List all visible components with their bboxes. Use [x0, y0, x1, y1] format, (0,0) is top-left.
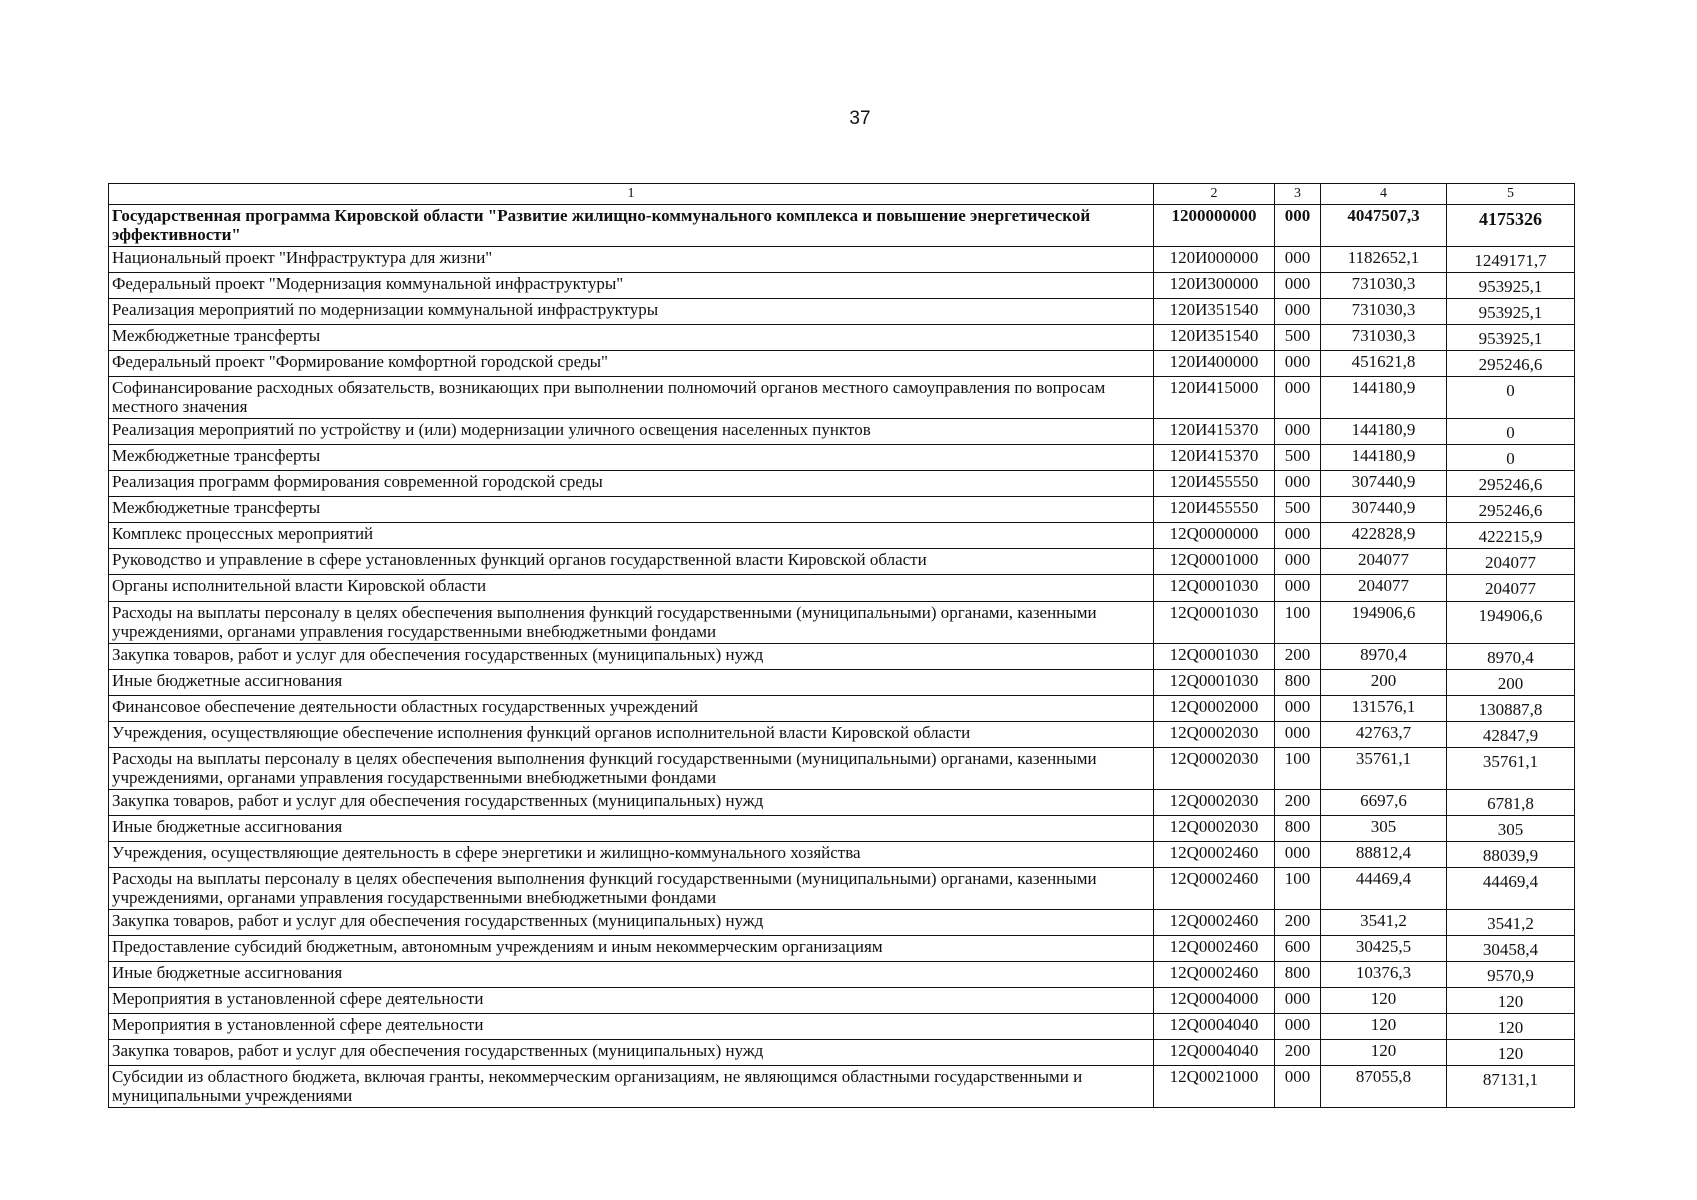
row-value-2-cell: 120: [1447, 1014, 1575, 1040]
row-name-cell: Финансовое обеспечение деятельности областных государственных учреждений: [109, 695, 1154, 721]
row-value-1-cell: 35761,1: [1321, 747, 1447, 789]
row-code-cell: 12Q0004040: [1154, 1040, 1275, 1066]
row-value-1-cell: 44469,4: [1321, 867, 1447, 909]
row-value-1-cell: 451621,8: [1321, 351, 1447, 377]
row-name-cell: Расходы на выплаты персоналу в целях обеспечения выполнения функций государственными (муниципальными) органами, казенными учреждениями, органами управления государственными внебюджетными фондами: [109, 867, 1154, 909]
table-row: [109, 988, 1575, 1014]
row-code-cell: 120И455550: [1154, 497, 1275, 523]
row-type-cell: 500: [1275, 325, 1321, 351]
header-type: 3: [1275, 184, 1321, 205]
row-type-cell: 800: [1275, 815, 1321, 841]
row-code-cell: 12Q0000000: [1154, 523, 1275, 549]
row-type-cell: 500: [1275, 445, 1321, 471]
row-value-2-cell: 204077: [1447, 549, 1575, 575]
table-row: [109, 1014, 1575, 1040]
row-value-1-cell: 87055,8: [1321, 1066, 1447, 1108]
row-type-cell: 000: [1275, 549, 1321, 575]
row-value-2-cell: 200: [1447, 669, 1575, 695]
row-value-2-cell: 953925,1: [1447, 273, 1575, 299]
row-name-cell: Закупка товаров, работ и услуг для обеспечения государственных (муниципальных) нужд: [109, 643, 1154, 669]
row-code-cell: 12Q0004000: [1154, 988, 1275, 1014]
row-name-cell: Учреждения, осуществляющие обеспечение исполнения функций органов исполнительной власти Кировской области: [109, 721, 1154, 747]
row-value-2-cell: 295246,6: [1447, 351, 1575, 377]
table-row: [109, 351, 1575, 377]
row-name-cell: Федеральный проект "Модернизация коммунальной инфраструктуры": [109, 273, 1154, 299]
row-type-cell: 000: [1275, 247, 1321, 273]
table-row: [109, 325, 1575, 351]
row-value-2-cell: 120: [1447, 988, 1575, 1014]
row-value-2-cell: 295246,6: [1447, 497, 1575, 523]
row-type-cell: 100: [1275, 867, 1321, 909]
row-value-2-cell: 4175326: [1447, 205, 1575, 247]
row-code-cell: 120И400000: [1154, 351, 1275, 377]
table-row: [109, 601, 1575, 643]
row-value-2-cell: 35761,1: [1447, 747, 1575, 789]
row-code-cell: 120И351540: [1154, 299, 1275, 325]
row-type-cell: 200: [1275, 643, 1321, 669]
row-value-2-cell: 953925,1: [1447, 299, 1575, 325]
row-code-cell: 120И351540: [1154, 325, 1275, 351]
row-code-cell: 12Q0002030: [1154, 747, 1275, 789]
table-row: [109, 205, 1575, 247]
row-code-cell: 120И455550: [1154, 471, 1275, 497]
table-row: [109, 815, 1575, 841]
table-row: [109, 1066, 1575, 1108]
table-row: [109, 747, 1575, 789]
row-type-cell: 000: [1275, 575, 1321, 601]
row-value-2-cell: 295246,6: [1447, 471, 1575, 497]
row-name-cell: Органы исполнительной власти Кировской области: [109, 575, 1154, 601]
table-row: [109, 247, 1575, 273]
table-row: [109, 299, 1575, 325]
row-value-1-cell: 144180,9: [1321, 377, 1447, 419]
row-value-1-cell: 8970,4: [1321, 643, 1447, 669]
row-type-cell: 800: [1275, 961, 1321, 987]
row-type-cell: 100: [1275, 747, 1321, 789]
row-code-cell: 12Q0002460: [1154, 867, 1275, 909]
row-type-cell: 000: [1275, 988, 1321, 1014]
row-name-cell: Субсидии из областного бюджета, включая гранты, некоммерческим организациям, не являющимся областными государственными и муниципальными учреждениями: [109, 1066, 1154, 1108]
row-value-2-cell: 194906,6: [1447, 601, 1575, 643]
row-name-cell: Иные бюджетные ассигнования: [109, 815, 1154, 841]
table-row: [109, 497, 1575, 523]
row-value-2-cell: 1249171,7: [1447, 247, 1575, 273]
table-body: [109, 205, 1575, 1108]
row-code-cell: 12Q0002000: [1154, 695, 1275, 721]
table-row: [109, 523, 1575, 549]
row-code-cell: 12Q0002030: [1154, 815, 1275, 841]
row-code-cell: 12Q0001030: [1154, 575, 1275, 601]
row-name-cell: Расходы на выплаты персоналу в целях обеспечения выполнения функций государственными (муниципальными) органами, казенными учреждениями, органами управления государственными внебюджетными фондами: [109, 601, 1154, 643]
row-name-cell: Государственная программа Кировской области "Развитие жилищно-коммунального комплекса и повышение энергетической эффективности": [109, 205, 1154, 247]
row-code-cell: 120И000000: [1154, 247, 1275, 273]
table-row: [109, 935, 1575, 961]
row-name-cell: Межбюджетные трансферты: [109, 445, 1154, 471]
row-code-cell: 12Q0001030: [1154, 601, 1275, 643]
table-row: [109, 1040, 1575, 1066]
row-type-cell: 000: [1275, 1066, 1321, 1108]
row-value-1-cell: 10376,3: [1321, 961, 1447, 987]
table-row: [109, 721, 1575, 747]
header-value-2: 5: [1447, 184, 1575, 205]
row-value-1-cell: 144180,9: [1321, 419, 1447, 445]
row-value-1-cell: 30425,5: [1321, 935, 1447, 961]
row-value-1-cell: 4047507,3: [1321, 205, 1447, 247]
row-value-1-cell: 305: [1321, 815, 1447, 841]
table-header-row: [109, 184, 1575, 205]
row-value-1-cell: 422828,9: [1321, 523, 1447, 549]
row-value-1-cell: 131576,1: [1321, 695, 1447, 721]
row-name-cell: Национальный проект "Инфраструктура для жизни": [109, 247, 1154, 273]
table-row: [109, 445, 1575, 471]
row-name-cell: Реализация мероприятий по модернизации коммунальной инфраструктуры: [109, 299, 1154, 325]
row-value-2-cell: 44469,4: [1447, 867, 1575, 909]
table-row: [109, 695, 1575, 721]
row-value-1-cell: 731030,3: [1321, 299, 1447, 325]
row-value-2-cell: 0: [1447, 377, 1575, 419]
table-row: [109, 669, 1575, 695]
row-value-2-cell: 42847,9: [1447, 721, 1575, 747]
row-name-cell: Руководство и управление в сфере установленных функций органов государственной власти Кировской области: [109, 549, 1154, 575]
table-row: [109, 377, 1575, 419]
row-name-cell: Комплекс процессных мероприятий: [109, 523, 1154, 549]
row-value-1-cell: 88812,4: [1321, 841, 1447, 867]
row-name-cell: Закупка товаров, работ и услуг для обеспечения государственных (муниципальных) нужд: [109, 1040, 1154, 1066]
row-name-cell: Федеральный проект "Формирование комфортной городской среды": [109, 351, 1154, 377]
row-type-cell: 800: [1275, 669, 1321, 695]
table-row: [109, 961, 1575, 987]
row-type-cell: 000: [1275, 523, 1321, 549]
row-name-cell: Иные бюджетные ассигнования: [109, 961, 1154, 987]
row-name-cell: Предоставление субсидий бюджетным, автономным учреждениям и иным некоммерческим организациям: [109, 935, 1154, 961]
row-value-1-cell: 1182652,1: [1321, 247, 1447, 273]
row-value-2-cell: 120: [1447, 1040, 1575, 1066]
row-type-cell: 000: [1275, 377, 1321, 419]
row-value-1-cell: 307440,9: [1321, 471, 1447, 497]
row-value-2-cell: 3541,2: [1447, 909, 1575, 935]
row-value-2-cell: 305: [1447, 815, 1575, 841]
row-type-cell: 600: [1275, 935, 1321, 961]
row-type-cell: 000: [1275, 351, 1321, 377]
row-name-cell: Межбюджетные трансферты: [109, 325, 1154, 351]
row-type-cell: 000: [1275, 471, 1321, 497]
row-type-cell: 000: [1275, 1014, 1321, 1040]
row-name-cell: Учреждения, осуществляющие деятельность в сфере энергетики и жилищно-коммунального хозяйства: [109, 841, 1154, 867]
row-name-cell: Иные бюджетные ассигнования: [109, 669, 1154, 695]
row-value-1-cell: 144180,9: [1321, 445, 1447, 471]
row-value-2-cell: 0: [1447, 445, 1575, 471]
header-value-1: 4: [1321, 184, 1447, 205]
header-name: 1: [109, 184, 1154, 205]
page-number: 37: [849, 108, 871, 129]
row-value-2-cell: 6781,8: [1447, 789, 1575, 815]
row-value-1-cell: 200: [1321, 669, 1447, 695]
row-code-cell: 12Q0001030: [1154, 643, 1275, 669]
row-value-1-cell: 204077: [1321, 575, 1447, 601]
row-value-1-cell: 204077: [1321, 549, 1447, 575]
row-value-2-cell: 9570,9: [1447, 961, 1575, 987]
table-row: [109, 419, 1575, 445]
table-row: [109, 643, 1575, 669]
row-code-cell: 12Q0002460: [1154, 961, 1275, 987]
row-name-cell: Мероприятия в установленной сфере деятельности: [109, 988, 1154, 1014]
row-type-cell: 000: [1275, 299, 1321, 325]
row-value-1-cell: 731030,3: [1321, 273, 1447, 299]
row-name-cell: Реализация мероприятий по устройству и (или) модернизации уличного освещения населенных пунктов: [109, 419, 1154, 445]
row-type-cell: 000: [1275, 721, 1321, 747]
row-type-cell: 500: [1275, 497, 1321, 523]
row-type-cell: 100: [1275, 601, 1321, 643]
row-value-1-cell: 6697,6: [1321, 789, 1447, 815]
row-value-1-cell: 120: [1321, 1040, 1447, 1066]
row-value-1-cell: 307440,9: [1321, 497, 1447, 523]
row-code-cell: 120И415370: [1154, 445, 1275, 471]
row-name-cell: Закупка товаров, работ и услуг для обеспечения государственных (муниципальных) нужд: [109, 909, 1154, 935]
row-code-cell: 12Q0002030: [1154, 789, 1275, 815]
row-value-2-cell: 0: [1447, 419, 1575, 445]
row-name-cell: Расходы на выплаты персоналу в целях обеспечения выполнения функций государственными (муниципальными) органами, казенными учреждениями, органами управления государственными внебюджетными фондами: [109, 747, 1154, 789]
row-value-2-cell: 30458,4: [1447, 935, 1575, 961]
header-code: 2: [1154, 184, 1275, 205]
row-value-2-cell: 953925,1: [1447, 325, 1575, 351]
table-row: [109, 841, 1575, 867]
row-code-cell: 12Q0002460: [1154, 841, 1275, 867]
budget-table: [108, 183, 1575, 1108]
row-name-cell: Софинансирование расходных обязательств, возникающих при выполнении полномочий органов местного самоуправления по вопросам местного значения: [109, 377, 1154, 419]
row-code-cell: 120И415000: [1154, 377, 1275, 419]
row-name-cell: Реализация программ формирования современной городской среды: [109, 471, 1154, 497]
table-row: [109, 575, 1575, 601]
row-value-1-cell: 42763,7: [1321, 721, 1447, 747]
row-value-1-cell: 120: [1321, 1014, 1447, 1040]
row-code-cell: 12Q0002460: [1154, 909, 1275, 935]
row-type-cell: 000: [1275, 841, 1321, 867]
table-row: [109, 549, 1575, 575]
row-type-cell: 000: [1275, 273, 1321, 299]
row-value-1-cell: 194906,6: [1321, 601, 1447, 643]
table-row: [109, 867, 1575, 909]
row-code-cell: 12Q0002460: [1154, 935, 1275, 961]
row-value-2-cell: 130887,8: [1447, 695, 1575, 721]
row-type-cell: 200: [1275, 909, 1321, 935]
row-type-cell: 000: [1275, 695, 1321, 721]
row-type-cell: 200: [1275, 1040, 1321, 1066]
row-value-2-cell: 204077: [1447, 575, 1575, 601]
row-name-cell: Межбюджетные трансферты: [109, 497, 1154, 523]
row-code-cell: 1200000000: [1154, 205, 1275, 247]
table-row: [109, 273, 1575, 299]
row-value-1-cell: 120: [1321, 988, 1447, 1014]
row-name-cell: Закупка товаров, работ и услуг для обеспечения государственных (муниципальных) нужд: [109, 789, 1154, 815]
table-row: [109, 471, 1575, 497]
row-code-cell: 12Q0021000: [1154, 1066, 1275, 1108]
row-code-cell: 12Q0002030: [1154, 721, 1275, 747]
row-value-2-cell: 87131,1: [1447, 1066, 1575, 1108]
row-code-cell: 120И300000: [1154, 273, 1275, 299]
row-value-2-cell: 422215,9: [1447, 523, 1575, 549]
row-value-2-cell: 88039,9: [1447, 841, 1575, 867]
row-type-cell: 200: [1275, 789, 1321, 815]
row-value-1-cell: 731030,3: [1321, 325, 1447, 351]
row-code-cell: 12Q0001000: [1154, 549, 1275, 575]
table-row: [109, 909, 1575, 935]
row-code-cell: 120И415370: [1154, 419, 1275, 445]
row-type-cell: 000: [1275, 205, 1321, 247]
row-value-1-cell: 3541,2: [1321, 909, 1447, 935]
row-code-cell: 12Q0001030: [1154, 669, 1275, 695]
row-name-cell: Мероприятия в установленной сфере деятельности: [109, 1014, 1154, 1040]
row-code-cell: 12Q0004040: [1154, 1014, 1275, 1040]
row-value-2-cell: 8970,4: [1447, 643, 1575, 669]
row-type-cell: 000: [1275, 419, 1321, 445]
table-row: [109, 789, 1575, 815]
